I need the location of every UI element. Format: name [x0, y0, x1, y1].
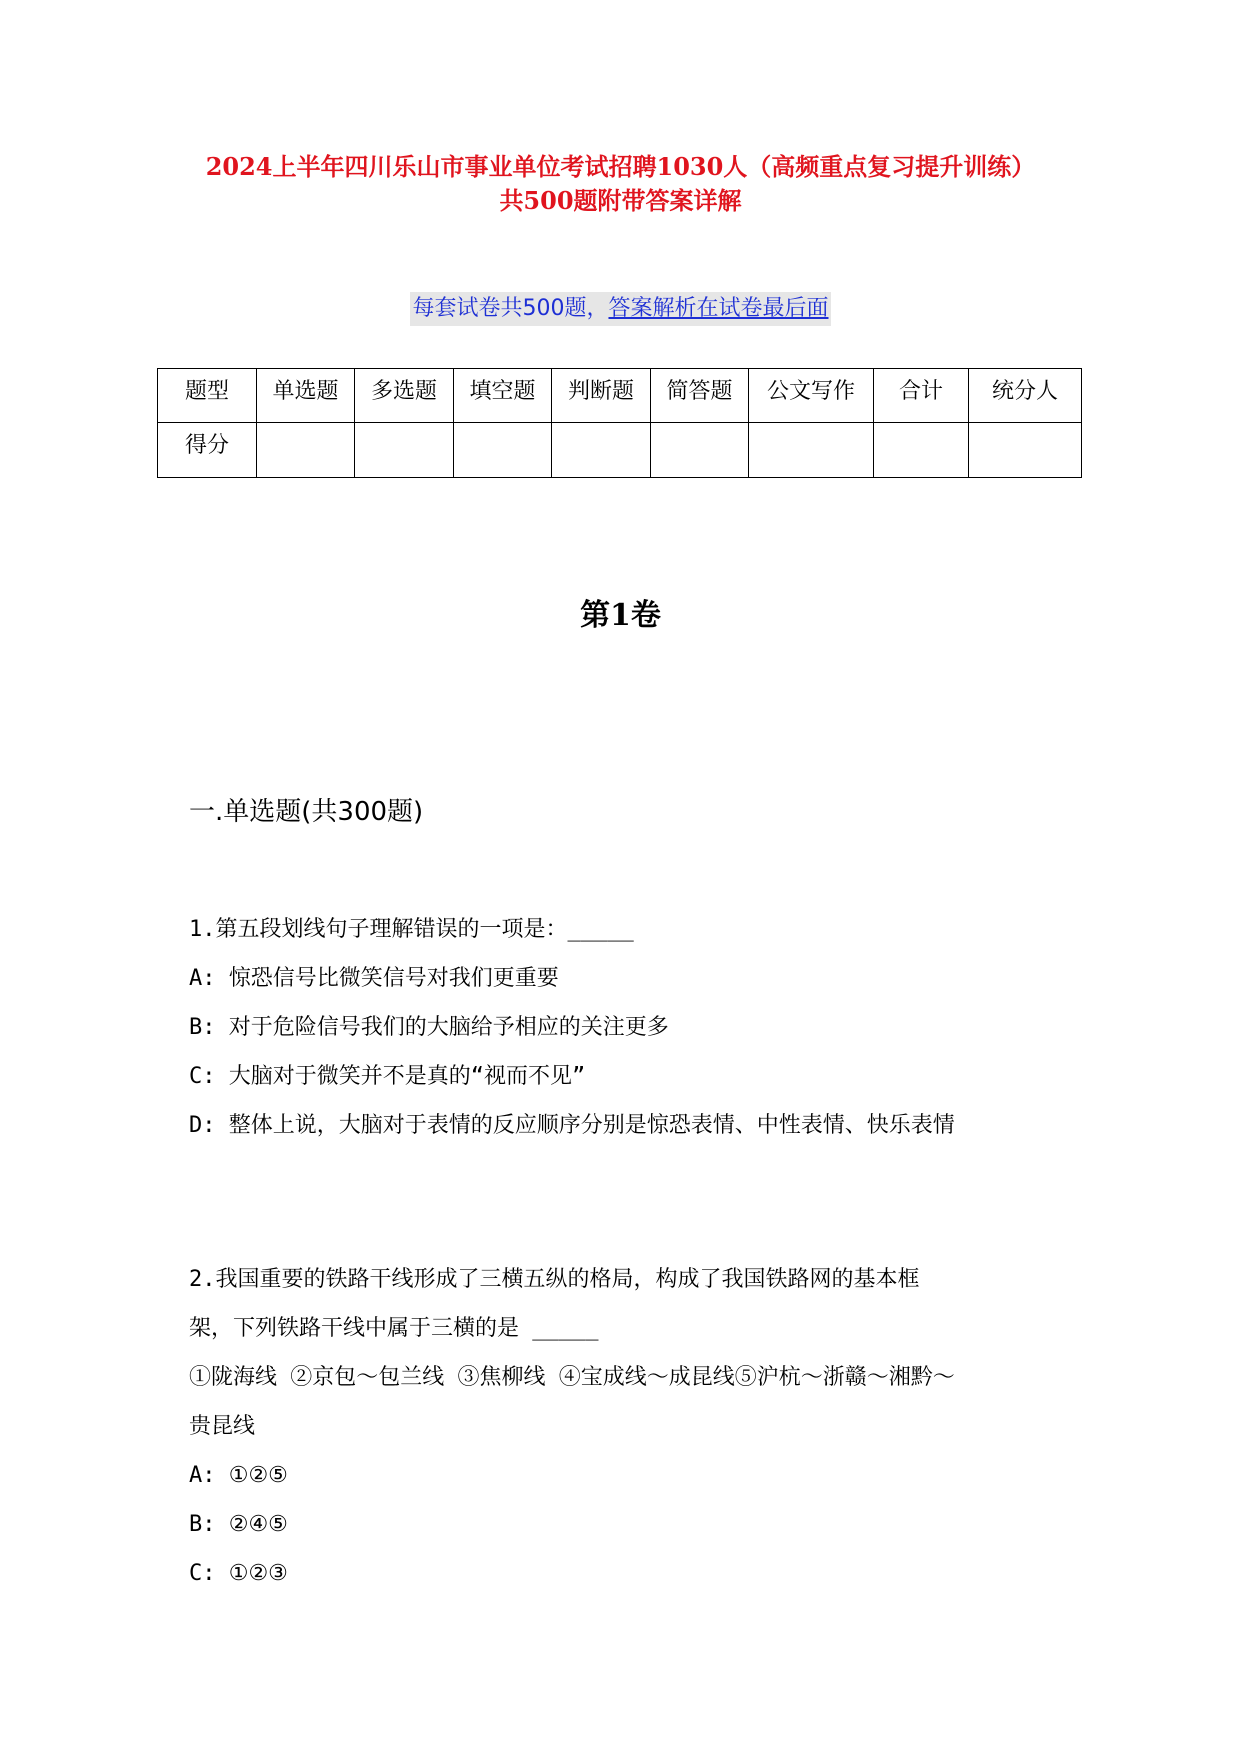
notice-part2: 答案解析在试卷最后面: [608, 296, 829, 321]
question-2-stem-line3: ①陇海线 ②京包～包兰线 ③焦柳线 ④宝成线～成昆线⑤沪杭～浙赣～湘黔～: [189, 1365, 955, 1390]
notice-text: [410, 292, 830, 326]
score-cell: [552, 423, 651, 478]
question-2-stem-line1: 2.我国重要的铁路干线形成了三横五纵的格局，构成了我国铁路网的基本框: [189, 1267, 920, 1292]
score-cell: [969, 423, 1082, 478]
question-1-option-a: A: 惊恐信号比微笑信号对我们更重要: [189, 966, 559, 991]
score-cell: [454, 423, 552, 478]
question-2-option-a: A: ①②⑤: [189, 1463, 288, 1488]
question-1-option-d: D: 整体上说，大脑对于表情的反应顺序分别是惊恐表情、中性表情、快乐表情: [189, 1113, 955, 1138]
question-2-option-c: C: ①②③: [189, 1561, 288, 1586]
question-2-stem-line2: 架，下列铁路干线中属于三横的是 _____: [189, 1316, 599, 1341]
volume-title: 第1卷: [580, 598, 661, 633]
notice-part1: 每套试卷共500题，: [412, 296, 609, 321]
score-cell: [651, 423, 749, 478]
header-cell-fill: 填空题: [454, 369, 552, 423]
document-title-line2: 共500题附带答案详解: [499, 186, 742, 215]
header-cell-writing: 公文写作: [749, 369, 874, 423]
notice-banner: [0, 292, 1241, 326]
question-2-option-b: B: ②④⑤: [189, 1512, 288, 1537]
score-cell: [257, 423, 355, 478]
score-cell: [355, 423, 454, 478]
score-table: [157, 368, 1082, 478]
header-cell-multi: 多选题: [355, 369, 454, 423]
header-cell-single: 单选题: [257, 369, 355, 423]
question-1-stem: 1.第五段划线句子理解错误的一项是：_____: [189, 917, 634, 942]
score-row-label: 得分: [158, 423, 257, 478]
document-title-line1: 2024上半年四川乐山市事业单位考试招聘1030人（高频重点复习提升训练）: [205, 152, 1036, 181]
section-title: 一.单选题(共300题): [189, 797, 424, 827]
header-cell-judge: 判断题: [552, 369, 651, 423]
header-cell-type: 题型: [158, 369, 257, 423]
question-1-option-b: B: 对于危险信号我们的大脑给予相应的关注更多: [189, 1015, 669, 1040]
score-table-score-row: [158, 423, 1082, 478]
question-1-option-c: C: 大脑对于微笑并不是真的“视而不见”: [189, 1064, 586, 1089]
header-cell-short: 简答题: [651, 369, 749, 423]
question-2-stem-line4: 贵昆线: [189, 1414, 256, 1439]
header-cell-total: 合计: [874, 369, 969, 423]
score-cell: [874, 423, 969, 478]
score-cell: [749, 423, 874, 478]
header-cell-scorer: 统分人: [969, 369, 1082, 423]
score-table-header-row: [158, 369, 1082, 423]
